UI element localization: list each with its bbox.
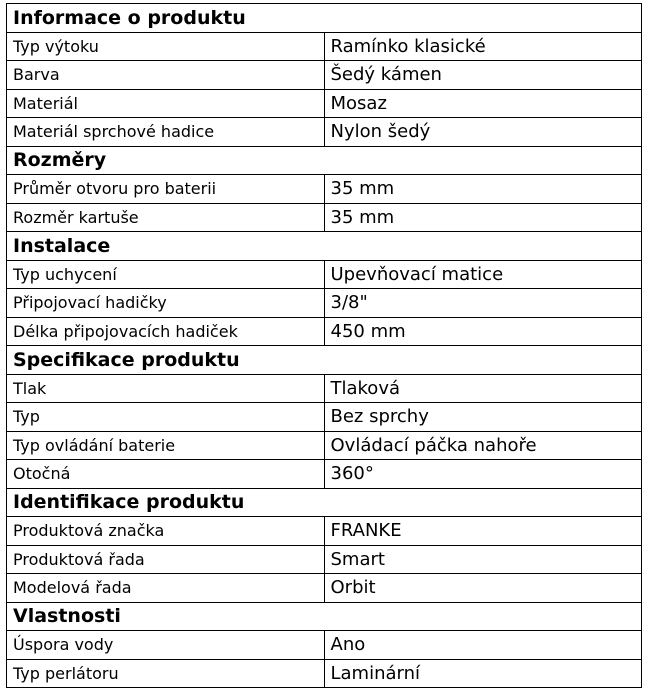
row-value: Orbit <box>324 574 642 603</box>
row-label: Produktová řada <box>7 545 325 574</box>
table-row <box>7 403 642 432</box>
row-label: Typ perlátoru <box>7 659 325 688</box>
table-row <box>7 517 642 546</box>
table-row <box>7 659 642 688</box>
row-value: Ano <box>324 631 642 660</box>
table-row <box>7 118 642 147</box>
row-label: Typ uchycení <box>7 260 325 289</box>
table-row <box>7 203 642 232</box>
row-label: Typ <box>7 403 325 432</box>
section-header-row <box>7 346 642 375</box>
table-row <box>7 631 642 660</box>
row-value: 360° <box>324 460 642 489</box>
row-value: Upevňovací matice <box>324 260 642 289</box>
row-value: Tlaková <box>324 374 642 403</box>
row-value: 450 mm <box>324 317 642 346</box>
table-row <box>7 545 642 574</box>
table-row <box>7 175 642 204</box>
row-value: Smart <box>324 545 642 574</box>
row-value: 35 mm <box>324 203 642 232</box>
row-label: Připojovací hadičky <box>7 289 325 318</box>
section-header-row <box>7 4 642 33</box>
row-value: FRANKE <box>324 517 642 546</box>
row-value: Laminární <box>324 659 642 688</box>
section-title: Identifikace produktu <box>7 488 642 517</box>
table-row <box>7 32 642 61</box>
row-label: Rozměr kartuše <box>7 203 325 232</box>
row-label: Průměr otvoru pro baterii <box>7 175 325 204</box>
table-row <box>7 574 642 603</box>
table-row <box>7 374 642 403</box>
row-label: Otočná <box>7 460 325 489</box>
row-label: Materiál sprchové hadice <box>7 118 325 147</box>
row-label: Modelová řada <box>7 574 325 603</box>
row-label: Délka připojovacích hadiček <box>7 317 325 346</box>
table-row <box>7 460 642 489</box>
section-header-row <box>7 232 642 261</box>
row-value: Ramínko klasické <box>324 32 642 61</box>
row-value: Ovládací páčka nahoře <box>324 431 642 460</box>
product-spec-table <box>6 3 642 688</box>
table-row <box>7 89 642 118</box>
row-value: Mosaz <box>324 89 642 118</box>
section-title: Informace o produktu <box>7 4 642 33</box>
spec-table-body <box>7 4 642 688</box>
row-label: Barva <box>7 61 325 90</box>
row-label: Úspora vody <box>7 631 325 660</box>
table-row <box>7 317 642 346</box>
row-value: Šedý kámen <box>324 61 642 90</box>
section-title: Rozměry <box>7 146 642 175</box>
row-value: 3/8" <box>324 289 642 318</box>
section-header-row <box>7 488 642 517</box>
section-header-row <box>7 146 642 175</box>
section-title: Vlastnosti <box>7 602 642 631</box>
row-label: Typ výtoku <box>7 32 325 61</box>
table-row <box>7 431 642 460</box>
table-row <box>7 289 642 318</box>
row-label: Typ ovládání baterie <box>7 431 325 460</box>
table-row <box>7 260 642 289</box>
row-label: Materiál <box>7 89 325 118</box>
section-title: Specifikace produktu <box>7 346 642 375</box>
section-header-row <box>7 602 642 631</box>
section-title: Instalace <box>7 232 642 261</box>
row-value: 35 mm <box>324 175 642 204</box>
row-label: Tlak <box>7 374 325 403</box>
row-label: Produktová značka <box>7 517 325 546</box>
table-row <box>7 61 642 90</box>
row-value: Nylon šedý <box>324 118 642 147</box>
row-value: Bez sprchy <box>324 403 642 432</box>
